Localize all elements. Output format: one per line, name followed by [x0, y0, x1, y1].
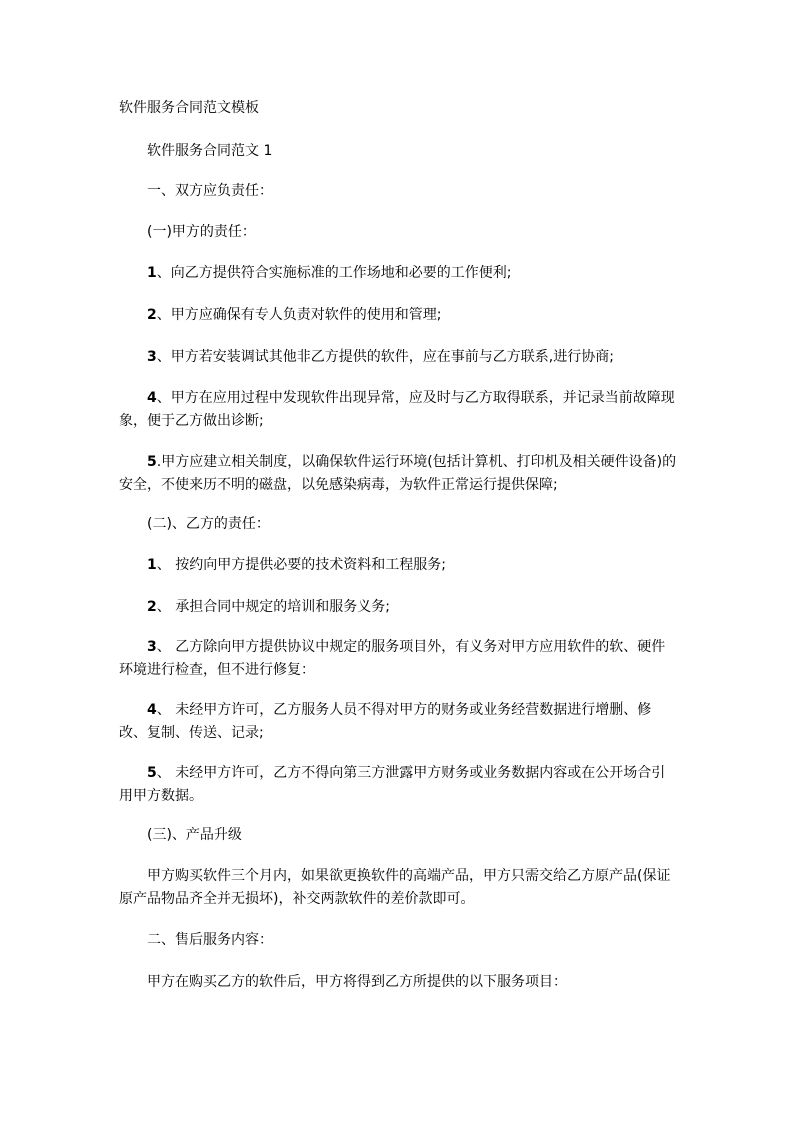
list-item: [119, 346, 679, 369]
paragraph: [119, 865, 679, 911]
paragraph-text: (二)、乙方的责任：: [147, 516, 270, 532]
paragraph: [119, 513, 679, 536]
paragraph-text: 、 按约向甲方提供必要的技术资料和工程服务;: [156, 557, 446, 573]
list-item: [119, 387, 679, 433]
paragraph: [119, 971, 679, 994]
list-item: [119, 762, 679, 808]
paragraph-text: 甲方在购买乙方的软件后，甲方将得到乙方所提供的以下服务项目：: [147, 974, 567, 990]
item-number: 1: [147, 265, 157, 281]
paragraph-text: 、 未经甲方许可，乙方不得向第三方泄露甲方财务或业务数据内容或在公开场合引用甲方数据。: [119, 765, 666, 804]
paragraph-text: 、 未经甲方许可，乙方服务人员不得对甲方的财务或业务经营数据进行增删、修改、复制、传送、记录;: [119, 702, 652, 741]
paragraph-text: (三)、产品升级: [147, 827, 242, 843]
document-title: 软件服务合同范文模板: [119, 100, 259, 116]
list-item: [119, 304, 679, 327]
paragraph: [119, 180, 679, 203]
paragraph: [119, 221, 679, 244]
item-number: 2: [147, 599, 157, 615]
item-number: 4: [147, 390, 157, 406]
list-item: [119, 636, 679, 682]
paragraph-text: (一)甲方的责任：: [147, 224, 256, 240]
paragraph-text: 甲方购买软件三个月内，如果欲更换软件的高端产品，甲方只需交给乙方原产品(保证原产品物品齐全并无损坏)，补交两款软件的差价款即可。: [119, 868, 671, 907]
paragraph: [119, 824, 679, 847]
paragraph-text: 、向乙方提供符合实施标准的工作场地和必要的工作便利;: [156, 265, 512, 281]
paragraph-text: 、甲方应确保有专人负责对软件的使用和管理;: [156, 307, 442, 323]
list-item: [119, 699, 679, 745]
section-heading: [119, 140, 679, 163]
paragraph-text: 、甲方若安装调试其他非乙方提供的软件，应在事前与乙方联系,进行协商;: [156, 349, 614, 365]
list-item: [119, 554, 679, 577]
item-number: 2: [147, 307, 157, 323]
paragraph-text: 一、双方应负责任：: [147, 183, 273, 199]
paragraph-text: 软件服务合同范文 1: [147, 143, 273, 159]
list-item: [119, 596, 679, 619]
item-number: 4: [147, 702, 157, 718]
paragraph-text: .甲方应建立相关制度，以确保软件运行环境(包括计算机、打印机及相关硬件设备)的安全，不使来历不明的磁盘，以免感染病毒，为软件正常运行提供保障;: [119, 454, 677, 493]
paragraph-text: 、 乙方除向甲方提供协议中规定的服务项目外，有义务对甲方应用软件的软、硬件环境进行检查，但不进行修复：: [119, 639, 666, 678]
paragraph-text: 、甲方在应用过程中发现软件出现异常，应及时与乙方取得联系，并记录当前故障现象，便于乙方做出诊断;: [119, 390, 675, 429]
item-number: 3: [147, 639, 157, 655]
list-item: [119, 262, 679, 285]
item-number: 5: [147, 765, 157, 781]
item-number: 5: [147, 454, 157, 470]
paragraph: [119, 929, 679, 952]
item-number: 3: [147, 349, 157, 365]
paragraph-text: 、 承担合同中规定的培训和服务义务;: [156, 599, 390, 615]
item-number: 1: [147, 557, 157, 573]
paragraph-text: 二、售后服务内容：: [147, 932, 273, 948]
list-item: [119, 451, 679, 497]
